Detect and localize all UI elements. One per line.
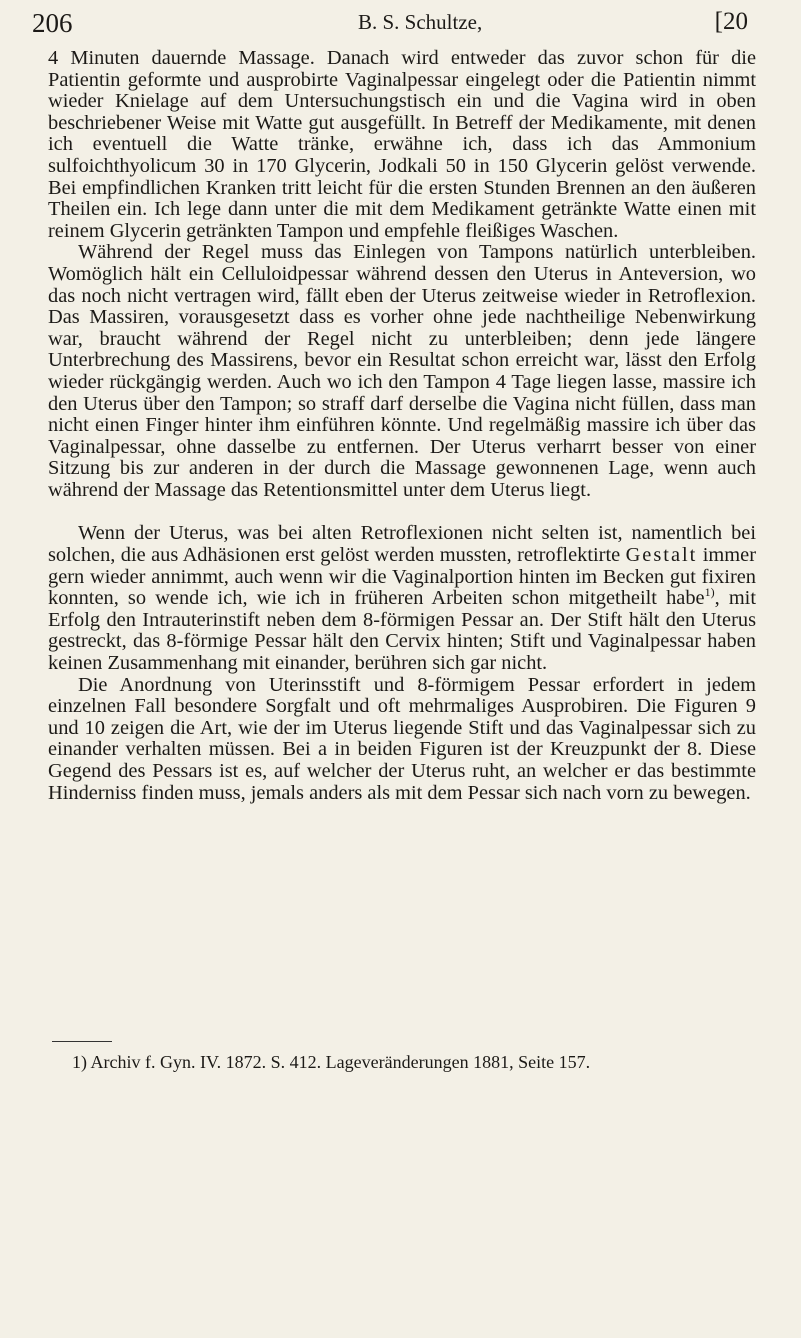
paragraph-2 <box>48 242 756 501</box>
footnote-reference: 1) <box>704 585 715 600</box>
paragraph-1: 4 Minuten dauernde Massage. Danach wird entweder das zuvor schon für die Patientin geformte und ausprobirte Vaginalpessar eingelegt oder die Patientin nimmt wieder Knielage auf dem Untersuchungstisch ein und die Vagina wird in oben beschriebener Weise mit Watte gut ausgefüllt. In Betreff der Medikamente, mit denen ich eventuell die Watte tränke, erwähne ich, dass ich das Ammonium sulfoichthyolicum 30 in 170 Glycerin, Jodkali 50 in 150 Glycerin gelöst verwende. Bei empfindlichen Kranken tritt leicht für die ersten Stunden Brennen an den äußeren Theilen ein. Ich lege dann unter die mit dem Medikament getränkte Watte einen mit reinem Glycerin getränkten Tampon und empfehle fleißiges Waschen. <box>48 47 756 242</box>
paragraph-4: Die Anordnung von Uterinsstift und 8-förmigem Pessar erfordert in jedem einzelnen Fall besondere Sorgfalt und oft mehrmaliges Ausprobiren. Die Figuren 9 und 10 zeigen die Art, wie der im Uterus liegende Stift und das Vaginalpessar sich zu einander verhalten müssen. Bei a in beiden Figuren ist der Kreuzpunkt der 8. Diese Gegend des Pessars ist es, auf welcher der Uterus ruht, an welcher er das bestimmte Hinderniss finden muss, jemals anders als mit dem Pessar sich nach vorn zu bewegen. <box>48 673 756 804</box>
footnote-divider <box>52 1041 112 1042</box>
paragraph-3-text-b: immer gern wieder annimmt, auch wenn wir die Vaginalportion hinten im Becken gut fixiren konnten, so wende ich, wie ich in früheren Arbeiten schon mitgetheilt habe <box>48 544 756 610</box>
page-body <box>48 48 756 804</box>
paragraph-2-text: Während der Regel muss das Einlegen von Tampons natürlich unterbleiben. Womöglich hält ein Celluloidpessar während dessen den Uterus in Anteversion, wo das noch nicht vertragen wird, fällt eben der Uterus zeitweise wieder in Retroflexion. Das Massiren, vorausgesetzt dass es vorher ohne jede nachtheilige Nebenwirkung war, braucht während der Regel nicht zu unterbleiben; denn jede längere Unterbrechung des Massirens, bevor ein Resultat schon erreicht war, lässt den Erfolg wieder rückgängig werden. Auch wo ich den Tampon 4 Tage liegen lasse, massire ich den Uterus über den Tampon; so straff darf derselbe die Vagina nicht füllen, dass man nicht einen Finger hinter ihm einführen könnte. Und regelmäßig massire ich über das Vaginalpessar, ohne dasselbe zu entfernen. Der Uterus verharrt besser von einer Sitzung bis zur anderen in der durch die Massage gewonnenen Lage, wenn auch während der Massage das Retentionsmittel unter dem Uterus liegt. <box>48 241 756 501</box>
footnote: 1) Archiv f. Gyn. IV. 1872. S. 412. Lageveränderungen 1881, Seite 157. <box>72 1052 591 1072</box>
paragraph-3-text-a: Wenn der Uterus, was bei alten Retroflexionen nicht selten ist, namentlich bei solchen, die aus Adhäsionen erst gelöst werden mussten, retroflektirte <box>48 522 756 567</box>
paragraph-3 <box>48 523 756 674</box>
running-head: B. S. Schultze, <box>358 10 483 34</box>
page-number: 206 <box>32 8 73 38</box>
page-header <box>32 8 772 44</box>
section-number: [20 <box>714 8 748 35</box>
paragraph-3-emphasis: Gestalt <box>625 544 698 567</box>
paragraph-3-text-c: , mit Erfolg den Intrauterinstift neben dem 8-förmigen Pessar an. Der Stift hält den Uterus gestreckt, das 8-förmige Pessar hält den Cervix hinten; Stift und Vaginalpessar haben keinen Zusammenhang mit einander, berühren sich gar nicht. <box>48 587 757 675</box>
